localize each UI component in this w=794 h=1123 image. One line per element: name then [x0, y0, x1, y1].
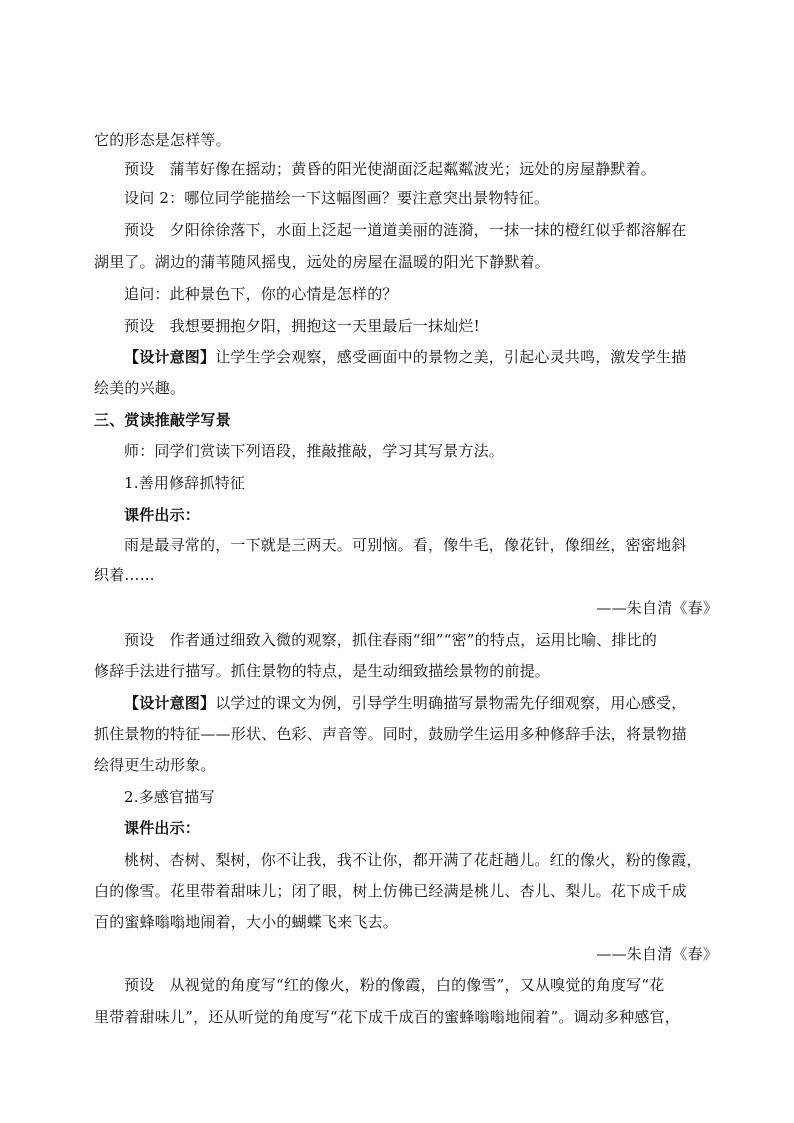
paragraph-line: 绘得更生动形象。: [94, 756, 216, 774]
paragraph-line: 修辞手法进行描写。抓住景物的特点，是生动细致描绘景物的前提。: [94, 662, 551, 680]
question-line: 设问 2：哪位同学能描绘一下这幅图画？要注意突出景物特征。: [124, 189, 550, 207]
preset-answer-line: 预设 从视觉的角度写“红的像火，粉的像霞，白的像雪”，又从嗅觉的角度写“花: [124, 976, 665, 994]
design-intent-line: [124, 346, 730, 368]
design-intent-text: 让学生学会观察，感受画面中的景物之美，引起心灵共鸣，激发学生描: [215, 348, 687, 366]
paragraph-line: 里带着甜味儿”，还从听觉的角度写“花下成千成百的蜜蜂嗡嗡地闹着”。调动多种感官，: [94, 1008, 681, 1026]
preset-answer-line: 预设 我想要拥抱夕阳，拥抱这一天里最后一抹灿烂!: [124, 317, 480, 335]
quote-line: 白的像雪。花里带着甜味儿；闭了眼，树上仿佛已经满是桃儿、杏儿、梨儿。花下成千成: [94, 882, 687, 900]
quote-line: 雨是最寻常的，一下就是三两天。可别恼。看，像牛毛，像花针，像细丝，密密地斜: [124, 536, 687, 554]
preset-answer-line: 预设 蒲苇好像在摇动；黄昏的阳光使湖面泛起粼粼波光；远处的房屋静默着。: [124, 160, 657, 178]
design-intent-label: 【设计意图】: [124, 694, 216, 712]
question-line: 追问：此种景色下，你的心情是怎样的？: [124, 285, 398, 303]
paragraph-line: 抓住景物的特征——形状、色彩、声音等。同时，鼓励学生运用多种修辞手法，将景物描: [94, 725, 687, 743]
section-heading: 三、赏读推敲学写景: [94, 411, 231, 429]
preset-answer-line: 预设 作者通过细致入微的观察，抓住春雨“细”“密”的特点，运用比喻、排比的: [124, 631, 658, 649]
quote-line: 桃树、杏树、梨树，你不让我，我不让你，都开满了花赶趟儿。红的像火，粉的像霞，: [124, 851, 702, 869]
quote-attribution: ——朱自清《春》: [596, 945, 718, 963]
paragraph-line: 绘美的兴趣。: [94, 379, 186, 397]
design-intent-label: 【设计意图】: [124, 348, 216, 366]
design-intent-line: [124, 692, 730, 714]
courseware-label: 课件出示：: [124, 819, 201, 837]
subsection-heading: 2.多感官描写: [124, 788, 215, 806]
paragraph-line: 师：同学们赏读下列语段，推敲推敲，学习其写景方法。: [124, 442, 505, 460]
quote-line: 织着……: [94, 566, 155, 584]
quote-attribution: ——朱自清《春》: [596, 599, 718, 617]
courseware-label: 课件出示：: [124, 506, 201, 524]
design-intent-text: 以学过的课文为例，引导学生明确描写景物需先仔细观察，用心感受，: [215, 694, 687, 712]
paragraph-line: 它的形态是怎样等。: [94, 131, 231, 149]
subsection-heading: 1.善用修辞抓特征: [124, 474, 246, 492]
preset-answer-line: 预设 夕阳徐徐落下，水面上泛起一道道美丽的涟漪，一抹一抹的橙红似乎都溶解在: [124, 221, 687, 239]
quote-line: 百的蜜蜂嗡嗡地闹着，大小的蝴蝶飞来飞去。: [94, 913, 399, 931]
paragraph-line: 湖里了。湖边的蒲苇随风摇曳，远处的房屋在温暖的阳光下静默着。: [94, 253, 551, 271]
